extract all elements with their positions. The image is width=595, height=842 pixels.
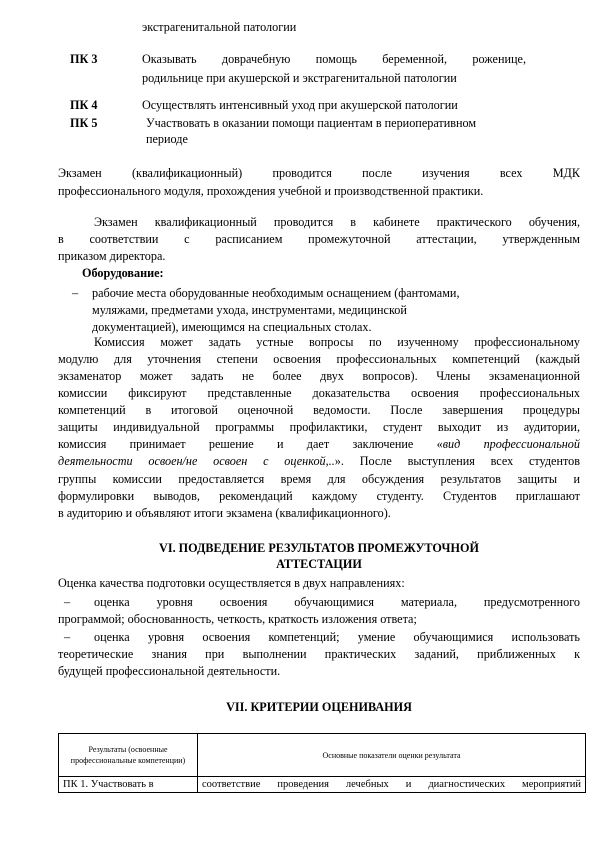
pk3-line2: родильнице при акушерской и экстрагенитальной патологии [142,71,457,85]
section6-title-line1: VI. ПОДВЕДЕНИЕ РЕЗУЛЬТАТОВ ПРОМЕЖУТОЧНОЙ [159,541,479,555]
commission-line7 [58,436,580,453]
commission-line3: экзаменатор может задать не более двух вопросов). Члены экзаменационной [58,369,580,383]
exam-para2-line1: Экзамен квалификационный проводится в кабинете практического обучения, [94,215,580,229]
section6-item1-bullet: – [64,595,71,609]
commission-line6: защиты индивидуальной программы профилактики, студент выходит из аудитории, [58,420,580,434]
section6-item2-line1: оценка уровня освоения компетенций; умение обучающимися использовать [94,630,580,644]
commission-line8-italic: деятельности освоен/не освоен с оценкой,.. [58,454,335,468]
commission-line8 [58,453,580,470]
commission-line2: модулю для уточнения степени освоения профессиональных компетенций (каждый [58,352,580,366]
section6-item2-bullet: – [64,630,71,644]
pk4-code: ПК 4 [70,98,98,112]
criteria-cell-result: ПК 1. Участвовать в [59,777,198,793]
section6-item2-line2: теоретические знания при выполнении практических заданий, приближенных к [58,647,580,661]
section6-item1-line2: программой; обоснованность, четкость, краткость изложения ответа; [58,612,417,626]
pk5-line1: Участвовать в оказании помощи пациентам в периоперативном [146,116,477,130]
pk5-code: ПК 5 [70,116,98,130]
commission-line9: группы комиссии предоставляется время для обсуждения результатов защиты и [58,472,580,486]
criteria-header-results: Результаты (освоенные профессиональные компетенции) [59,734,198,777]
equipment-line2: муляжами, предметами ухода, инструментами, медицинской [92,303,407,317]
exam-para2-line3: приказом директора. [58,249,166,263]
commission-line11: в аудиторию и объявляют итоги экзамена (квалификационного). [58,506,391,520]
commission-line7-italic: вид профессиональной [442,437,580,451]
commission-line10: формулировки выводов, рекомендаций каждому студенту. Студентов приглашают [58,489,580,503]
commission-line7-prefix: комиссия принимает решение и дает заключение « [58,437,443,451]
pk3-line1: Оказывать доврачебную помощь беременной, роженице, [142,52,526,66]
equipment-line3: документацией), имеющимся на специальных столах. [92,320,372,334]
section6-title-line2: АТТЕСТАЦИИ [276,557,362,571]
exam-para1-line2: профессионального модуля, прохождения учебной и производственной практики. [58,184,484,198]
equipment-heading: Оборудование: [82,266,164,280]
equipment-bullet: – [72,286,79,300]
commission-line4: комиссии фиксируют представленные доказательства освоения профессиональных [58,386,580,400]
pk3-code: ПК 3 [70,52,98,66]
exam-para2-line2: в соответствии с расписанием промежуточной аттестации, утвержденным [58,232,580,246]
pk5-line2: периоде [146,132,188,146]
exam-para1-line1: Экзамен (квалификационный) проводится после изучения всех МДК [58,166,580,180]
section6-item1-line1: оценка уровня освоения обучающимися материала, предусмотренного [94,595,580,609]
criteria-table [58,733,586,793]
pk-continuation: экстрагенитальной патологии [142,20,297,34]
criteria-table-header-row [59,734,586,777]
commission-line8-suffix: ». После выступления всех студентов [334,454,580,468]
section7-title: VII. КРИТЕРИИ ОЦЕНИВАНИЯ [226,700,412,714]
criteria-header-indicators: Основные показатели оценки результата [198,734,586,777]
table-row [59,777,586,793]
section6-intro: Оценка качества подготовки осуществляется в двух направлениях: [58,576,405,590]
pk4-line1: Осуществлять интенсивный уход при акушерской патологии [142,98,458,112]
commission-line1: Комиссия может задать устные вопросы по изученному профессиональному [94,335,580,349]
criteria-cell-indicator: соответствие проведения лечебных и диагностических мероприятий [198,777,586,793]
equipment-line1: рабочие места оборудованные необходимым оснащением (фантомами, [92,286,460,300]
section6-item2-line3: будущей профессиональной деятельности. [58,664,281,678]
commission-line5: компетенций в итоговой оценочной ведомости. После завершения процедуры [58,403,580,417]
